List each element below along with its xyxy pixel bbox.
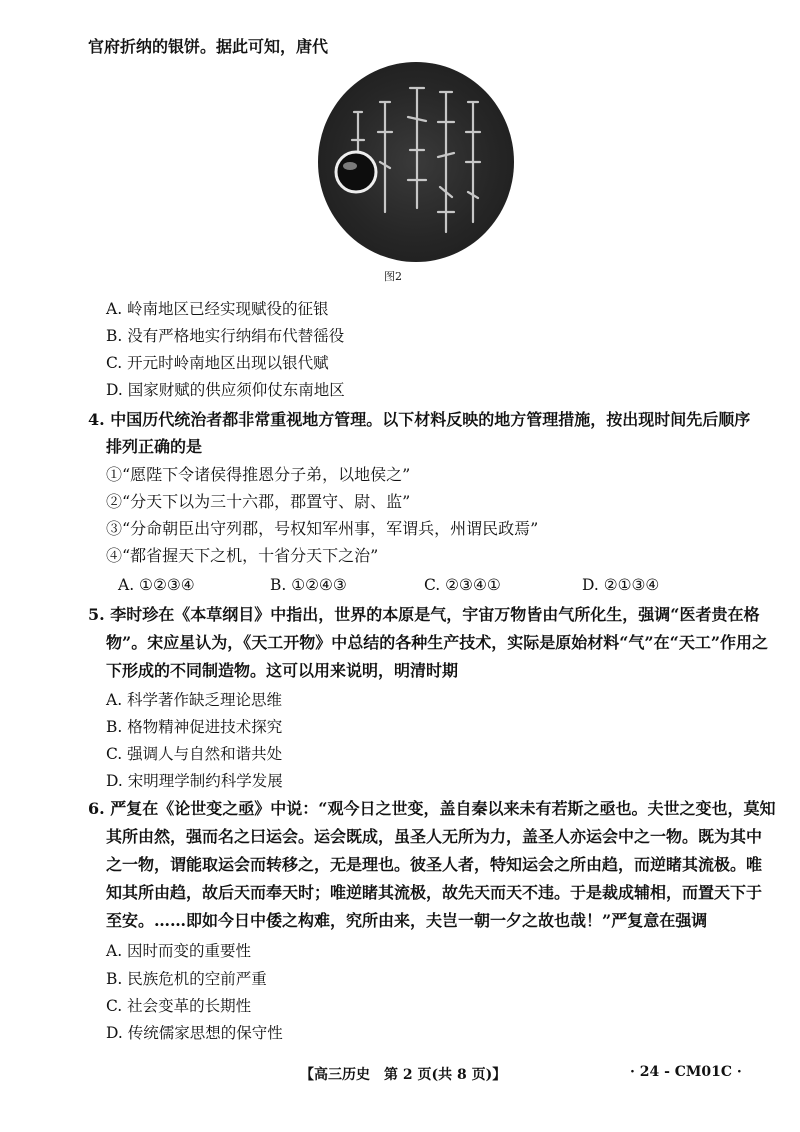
q3-option-b[interactable]: B. 没有严格地实行纳绢布代替徭役 bbox=[106, 327, 345, 345]
q4-stem-line2: 排列正确的是 bbox=[106, 437, 203, 456]
figure-caption: 图2 bbox=[384, 270, 402, 283]
q3-option-d[interactable]: D. 国家财赋的供应须仰仗东南地区 bbox=[106, 381, 345, 399]
q4-item-3: ③“分命朝臣出守列郡，号权知军州事，军谓兵，州谓民政焉” bbox=[106, 519, 539, 538]
q4-item-2: ②“分天下以为三十六郡，郡置守、尉、监” bbox=[106, 492, 411, 511]
q4-item-1: ①“愿陛下令诸侯得推恩分子弟，以地侯之” bbox=[106, 465, 411, 484]
q5-stem-line3: 下形成的不同制造物。这可以用来说明，明清时期 bbox=[106, 661, 459, 680]
continued-question-text: 官府折纳的银饼。据此可知，唐代 bbox=[88, 37, 329, 56]
q5-stem-line2: 物”。宋应星认为，《天工开物》中总结的各种生产技术，实际是原始材料“气”在“天工”作用之 bbox=[106, 633, 769, 652]
q4-stem-line1: 4. 中国历代统治者都非常重视地方管理。以下材料反映的地方管理措施，按出现时间先后顺序 bbox=[88, 410, 751, 429]
q6-stem-line5: 至安。……即如今日中倭之构难，究所由来，夫岂一朝一夕之故也哉！”严复意在强调 bbox=[106, 911, 708, 930]
q4-item-4: ④“都省握天下之机，十省分天下之治” bbox=[106, 546, 379, 565]
q5-option-d[interactable]: D. 宋明理学制约科学发展 bbox=[106, 772, 283, 790]
q6-stem-line1: 6. 严复在《论世变之亟》中说：“观今日之世变，盖自秦以来未有若斯之亟也。夫世之变也，莫知 bbox=[88, 799, 776, 818]
q4-option-c[interactable]: C. ②③④① bbox=[424, 576, 501, 594]
inscription-strokes bbox=[318, 62, 514, 262]
q6-stem-line4: 知其所由趋，故后天而奉天时；唯逆睹其流极，故先天而天不违。于是裁成辅相，而置天下于 bbox=[106, 883, 763, 902]
q4-option-d[interactable]: D. ②①③④ bbox=[582, 576, 660, 594]
q6-option-d[interactable]: D. 传统儒家思想的保守性 bbox=[106, 1024, 283, 1042]
q5-option-c[interactable]: C. 强调人与自然和谐共处 bbox=[106, 745, 283, 763]
q6-option-b[interactable]: B. 民族危机的空前严重 bbox=[106, 970, 267, 988]
paper-code: · 24 - CM01C · bbox=[630, 1064, 742, 1080]
q5-option-a[interactable]: A. 科学著作缺乏理论思维 bbox=[106, 691, 283, 709]
q4-option-a[interactable]: A. ①②③④ bbox=[118, 576, 195, 594]
q6-option-a[interactable]: A. 因时而变的重要性 bbox=[106, 942, 252, 960]
q5-stem-line1: 5. 李时珍在《本草纲目》中指出，世界的本原是气，宇宙万物皆由气所化生，强调“医者贵在格 bbox=[88, 605, 760, 624]
q6-stem-line3: 之一物，谓能取运会而转移之，无是理也。彼圣人者，特知运会之所由趋，而逆睹其流极。唯 bbox=[106, 855, 763, 874]
q5-option-b[interactable]: B. 格物精神促进技术探究 bbox=[106, 718, 283, 736]
page-footer: 【高三历史 第 2 页(共 8 页)】 bbox=[300, 1067, 507, 1083]
q6-stem-line2: 其所由然，强而名之曰运会。运会既成，虽圣人无所为力，盖圣人亦运会中之一物。既为其中 bbox=[106, 827, 763, 846]
q3-option-a[interactable]: A. 岭南地区已经实现赋役的征银 bbox=[106, 300, 329, 318]
q6-option-c[interactable]: C. 社会变革的长期性 bbox=[106, 997, 252, 1015]
q3-option-c[interactable]: C. 开元时岭南地区出现以银代赋 bbox=[106, 354, 329, 372]
silver-ingot-rubbing-image bbox=[318, 62, 514, 262]
q4-option-b[interactable]: B. ①②④③ bbox=[270, 576, 347, 594]
